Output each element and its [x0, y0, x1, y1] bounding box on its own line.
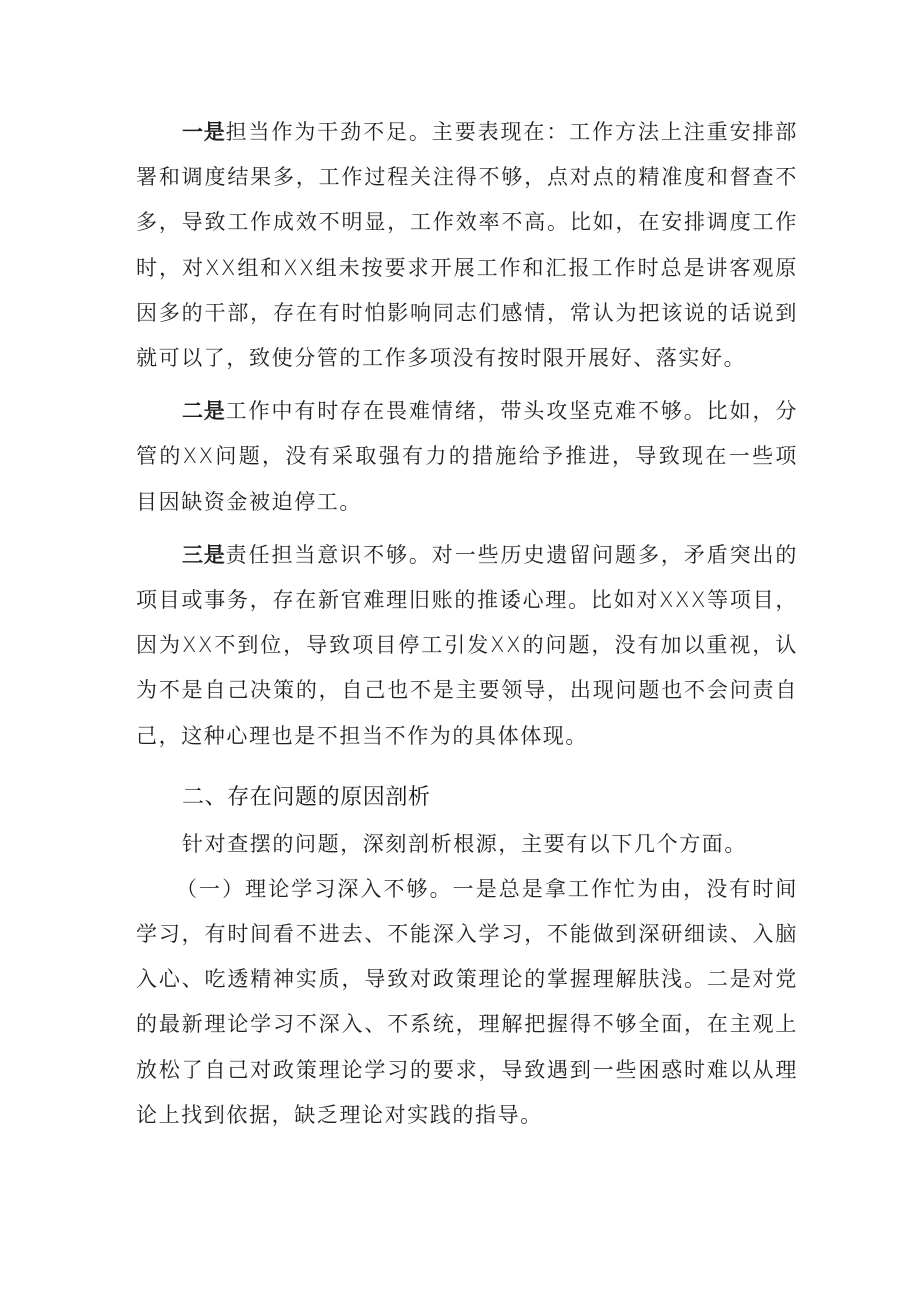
paragraph-three: [136, 533, 798, 759]
paragraph-one: [136, 110, 798, 381]
paragraph-two: [136, 389, 798, 525]
section-heading: 二、存在问题的原因剖析: [182, 784, 431, 810]
paragraph-one-lead: 一是: [182, 120, 226, 144]
paragraph-two-lead: 二是: [182, 399, 226, 424]
document-body: [136, 110, 798, 1138]
paragraph-one-text: 担当作为干劲不足。主要表现在：工作方法上注重安排部署和调度结果多，工作过程关注得不够，点对点的精准度和督查不多，导致工作成效不明显，工作效率不高。比如，在安排调度工作时，对XX组和XX组未按要求开展工作和汇报工作时总是讲客观原因多的干部，存在有时怕影响同志们感情，常认为把该说的话说到就可以了，致使分管的工作多项没有按时限开展好、落实好。: [136, 120, 799, 371]
paragraph-three-text: 责任担当意识不够。对一些历史遗留问题多，矛盾突出的项目或事务，存在新官难理旧账的推诿心理。比如对XXX等项目，因为XX不到位，导致项目停工引发XX的问题，没有加以重视，认为不是自己决策的，自己也不是主要领导，出现问题也不会问责自己，这种心理也是不担当不作为的具体体现。: [136, 542, 799, 748]
paragraph-three-lead: 三是: [182, 542, 226, 567]
section-item-one: （一）理论学习深入不够。一是总是拿工作忙为由，没有时间学习，有时间看不进去、不能深入学习，不能做到深研细读、入脑入心、吃透精神实质，导致对政策理论的掌握理解肤浅。二是对党的最新理论学习不深入、不系统，理解把握得不够全面，在主观上放松了自己对政策理论学习的要求，导致遇到一些困惑时难以从理论上找到依据，缺乏理论对实践的指导。: [136, 876, 798, 1127]
paragraph-two-text: 工作中有时存在畏难情绪，带头攻坚克难不够。比如，分管的XX问题，没有采取强有力的措施给予推进，导致现在一些项目因缺资金被迫停工。: [136, 399, 799, 514]
section-intro: 针对查摆的问题，深刻剖析根源，主要有以下几个方面。: [182, 831, 747, 856]
